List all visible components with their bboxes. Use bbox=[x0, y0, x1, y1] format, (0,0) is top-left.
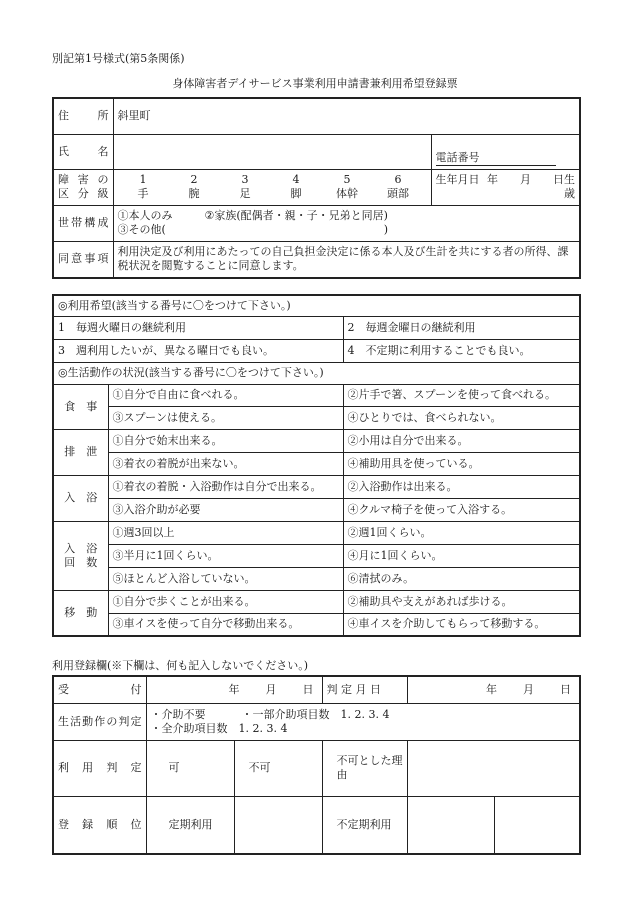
grade-number: 2 bbox=[190, 173, 198, 186]
household-options[interactable]: ①本人のみ ②家族(配偶者・親・子・兄弟と同居) ③その他( ) bbox=[113, 205, 580, 241]
activities-table bbox=[52, 294, 581, 637]
bath-count-option[interactable]: ①週3回以上 bbox=[108, 521, 343, 544]
excretion-option[interactable]: ③着衣の着脱が出来ない。 bbox=[108, 452, 343, 475]
usage-decision-label: 利 用 判 定 bbox=[53, 740, 146, 796]
reject-option[interactable]: 不可 bbox=[234, 740, 322, 796]
bath-option[interactable]: ④クルマ椅子を使って入浴する。 bbox=[343, 498, 580, 521]
adl-options[interactable]: ・介助不要 ・一部介助項目数 1. 2. 3. 4 ・全介助項目数 1. 2. 3. 4 bbox=[146, 703, 580, 740]
bath-count-option[interactable]: ②週1回くらい。 bbox=[343, 521, 580, 544]
move-option[interactable]: ①自分で歩くことが出来る。 bbox=[108, 590, 343, 613]
household-label: 世帯構成 bbox=[53, 205, 113, 241]
phone-label: 電話番号 bbox=[436, 151, 556, 166]
decision-date[interactable]: 年 月 日 bbox=[407, 676, 580, 703]
wish-option-2[interactable]: 2 毎週金曜日の継続利用 bbox=[343, 316, 580, 339]
body-part: 頭部 bbox=[387, 187, 409, 200]
body-part: 脚 bbox=[290, 187, 302, 200]
address-label: 住 所 bbox=[53, 98, 113, 134]
regular-use-field[interactable] bbox=[234, 796, 322, 854]
meal-label: 食 事 bbox=[53, 384, 108, 429]
consent-label: 同意事項 bbox=[53, 241, 113, 278]
consent-text: 利用決定及び利用にあたっての自己負担金決定に係る本人及び生計を共にする者の所得、課税状況を閲覧することに同意します。 bbox=[113, 241, 580, 278]
grade-number: 1 bbox=[139, 173, 147, 186]
order-extra-field[interactable] bbox=[494, 796, 580, 854]
reception-label: 受 付 bbox=[53, 676, 146, 703]
address-value[interactable]: 斜里町 bbox=[113, 98, 580, 134]
excretion-label: 排 泄 bbox=[53, 429, 108, 475]
bath-count-option[interactable]: ⑤ほとんど入浴していない。 bbox=[108, 567, 343, 590]
bath-option[interactable]: ③入浴介助が必要 bbox=[108, 498, 343, 521]
bath-count-label: 入 浴 回 数 bbox=[53, 521, 108, 590]
wish-option-1[interactable]: 1 毎週火曜日の継続利用 bbox=[53, 316, 343, 339]
body-part: 腕 bbox=[188, 187, 200, 200]
birth-date-cell[interactable]: 生年月日 年 月 日生 歳 bbox=[431, 169, 580, 205]
reception-date[interactable]: 年 月 日 bbox=[146, 676, 322, 703]
phone-cell[interactable] bbox=[431, 134, 580, 169]
birth-label: 生年月日 bbox=[435, 173, 480, 186]
grade-number: 4 bbox=[292, 173, 300, 186]
applicant-table bbox=[52, 97, 581, 279]
meal-option[interactable]: ④ひとりでは、食べられない。 bbox=[343, 406, 580, 429]
bath-option[interactable]: ②入浴動作は出来る。 bbox=[343, 475, 580, 498]
bath-option[interactable]: ①着衣の着脱・入浴動作は自分で出来る。 bbox=[108, 475, 343, 498]
disability-label: 障 害 の 区 分 級 bbox=[53, 169, 113, 205]
meal-option[interactable]: ③スプーンは使える。 bbox=[108, 406, 343, 429]
grade-number: 3 bbox=[241, 173, 249, 186]
form-number: 別記第1号様式(第5条関係) bbox=[52, 52, 185, 65]
wish-option-3[interactable]: 3 週利用したいが、異なる曜日でも良い。 bbox=[53, 339, 343, 362]
wishes-header: ◎利用希望(該当する番号に〇をつけて下さい。) bbox=[53, 295, 580, 316]
bath-count-option[interactable]: ⑥清拭のみ。 bbox=[343, 567, 580, 590]
activities-header: ◎生活動作の状況(該当する番号に〇をつけて下さい。) bbox=[53, 362, 580, 384]
name-label: 氏 名 bbox=[53, 134, 113, 169]
disability-grades[interactable] bbox=[113, 169, 431, 205]
body-part: 足 bbox=[239, 187, 251, 200]
bath-label: 入 浴 bbox=[53, 475, 108, 521]
body-part: 手 bbox=[137, 187, 149, 200]
irregular-use-label: 不定期利用 bbox=[322, 796, 407, 854]
wish-option-4[interactable]: 4 不定期に利用することでも良い。 bbox=[343, 339, 580, 362]
approve-option[interactable]: 可 bbox=[146, 740, 234, 796]
reject-reason-field[interactable] bbox=[407, 740, 580, 796]
adl-label: 生活動作の判定 bbox=[53, 703, 146, 740]
order-label: 登 録 順 位 bbox=[53, 796, 146, 854]
reject-reason-label: 不可とした理由 bbox=[322, 740, 407, 796]
meal-option[interactable]: ②片手で箸、スプーンを使って食べれる。 bbox=[343, 384, 580, 406]
page-title: 身体障害者デイサービス事業利用申請書兼利用希望登録票 bbox=[172, 77, 458, 90]
grade-number: 6 bbox=[394, 173, 402, 186]
move-option[interactable]: ②補助具や支えがあれば歩ける。 bbox=[343, 590, 580, 613]
body-part: 体幹 bbox=[336, 187, 358, 200]
bath-count-option[interactable]: ③半月に1回くらい。 bbox=[108, 544, 343, 567]
registry-caption: 利用登録欄(※下欄は、何も記入しないでください。) bbox=[52, 659, 309, 672]
move-option[interactable]: ④車イスを介助してもらって移動する。 bbox=[343, 613, 580, 636]
excretion-option[interactable]: ②小用は自分で出来る。 bbox=[343, 429, 580, 452]
name-field[interactable] bbox=[113, 134, 431, 169]
age-suffix: 歳 bbox=[564, 187, 575, 200]
excretion-option[interactable]: ④補助用具を使っている。 bbox=[343, 452, 580, 475]
move-option[interactable]: ③車イスを使って自分で移動出来る。 bbox=[108, 613, 343, 636]
meal-option[interactable]: ①自分で自由に食べれる。 bbox=[108, 384, 343, 406]
registry-table bbox=[52, 675, 581, 855]
grade-number: 5 bbox=[343, 173, 351, 186]
move-label: 移 動 bbox=[53, 590, 108, 636]
bath-count-option[interactable]: ④月に1回くらい。 bbox=[343, 544, 580, 567]
regular-use-label: 定期利用 bbox=[146, 796, 234, 854]
excretion-option[interactable]: ①自分で始末出来る。 bbox=[108, 429, 343, 452]
decision-date-label: 判 定 月 日 bbox=[322, 676, 407, 703]
irregular-use-field[interactable] bbox=[407, 796, 494, 854]
